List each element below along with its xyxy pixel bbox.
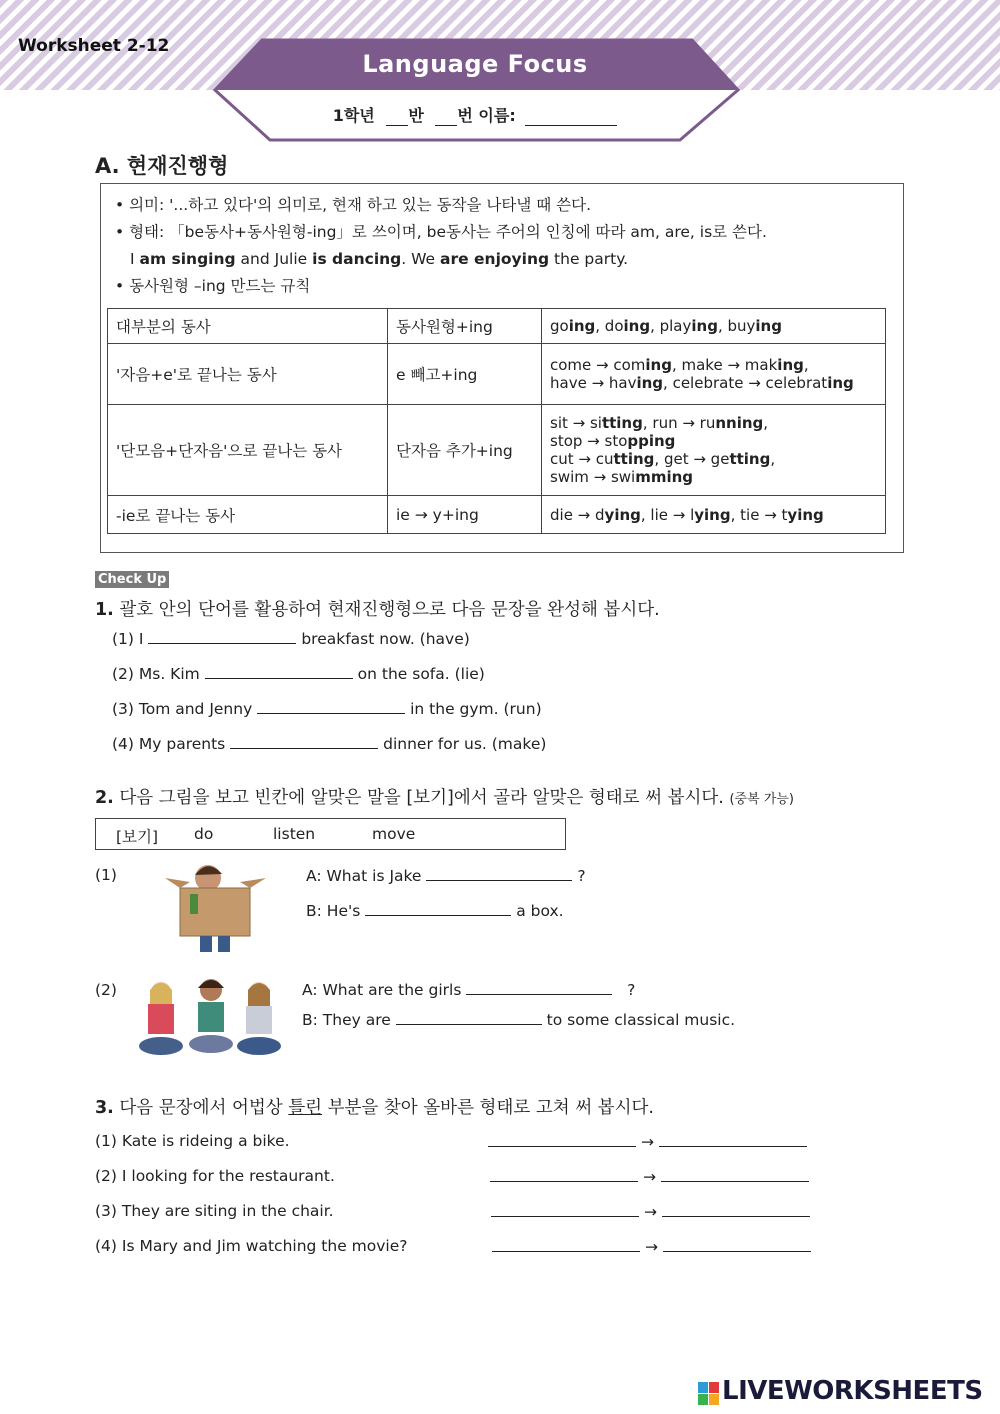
q2-1-line-a: A: What is Jake ? <box>306 867 586 885</box>
table-row <box>108 344 886 405</box>
table-cell: ie → y+ing <box>388 496 542 534</box>
q3-item-3: (3) They are siting in the chair. <box>95 1202 334 1220</box>
table-cell: '자음+e'로 끝나는 동사 <box>108 344 388 405</box>
q3-answer-row-2: → <box>490 1167 809 1186</box>
word-option: move <box>372 825 416 843</box>
table-cell: -ie로 끝나는 동사 <box>108 496 388 534</box>
q3-answer-row-4: → <box>492 1237 811 1256</box>
table-cell: 동사원형+ing <box>388 309 542 344</box>
bullet-meaning: • 의미: '...하고 있다'의 의미로, 현재 하고 있는 동작을 나타낼 때 쓴다. <box>115 196 592 214</box>
q2-picture-2-number: (2) <box>95 981 117 999</box>
table-cell: '단모음+단자음'으로 끝나는 동사 <box>108 405 388 496</box>
word-option: do <box>194 825 214 843</box>
ing-rules-table <box>107 308 886 534</box>
answer-blank[interactable] <box>466 980 612 995</box>
table-cell: 대부분의 동사 <box>108 309 388 344</box>
q2-picture-1-number: (1) <box>95 866 117 884</box>
correction-blank[interactable] <box>663 1237 811 1252</box>
question-2-heading: 2. 다음 그림을 보고 빈칸에 알맞은 말을 [보기]에서 골라 알맞은 형태로 써 봅시다. (중복 가능) <box>95 788 794 808</box>
example-sentence: I am singing and Julie is dancing. We are enjoying the party. <box>130 250 629 268</box>
q2-2-line-b: B: They are to some classical music. <box>302 1011 736 1029</box>
table-row <box>108 405 886 496</box>
table-cell: come → coming, make → making, have → having, celebrate → celebrating <box>542 344 886 405</box>
wrong-part-blank[interactable] <box>490 1167 638 1182</box>
word-option: listen <box>273 825 316 843</box>
section-a-heading: A. 현재진행형 <box>95 154 229 178</box>
answer-blank[interactable] <box>230 734 378 749</box>
wrong-part-blank[interactable] <box>488 1132 636 1147</box>
grade-label: 1학년 <box>332 106 375 125</box>
q3-item-2: (2) I looking for the restaurant. <box>95 1167 335 1185</box>
name-line <box>310 103 640 126</box>
wrong-part-blank[interactable] <box>491 1202 639 1217</box>
table-cell: e 빼고+ing <box>388 344 542 405</box>
class-blank[interactable] <box>386 109 408 126</box>
q3-item-1: (1) Kate is rideing a bike. <box>95 1132 290 1150</box>
question-1-heading: 1. 괄호 안의 단어를 활용하여 현재진행형으로 다음 문장을 완성해 봅시다. <box>95 600 660 620</box>
answer-blank[interactable] <box>426 866 572 881</box>
answer-blank[interactable] <box>148 629 296 644</box>
brand-name: LIVEWORKSHEETS <box>722 1376 983 1406</box>
check-up-label: Check Up <box>95 571 169 588</box>
word-box <box>95 818 566 850</box>
bullet-rules: • 동사원형 –ing 만드는 규칙 <box>115 277 311 295</box>
number-blank[interactable] <box>435 109 457 126</box>
number-label: 번 <box>457 106 473 125</box>
table-row <box>108 496 886 534</box>
table-cell: sit → sitting, run → running, stop → stopping cut → cutting, get → getting, swim → swimming <box>542 405 886 496</box>
page-title: Language Focus <box>362 50 588 78</box>
table-cell: die → dying, lie → lying, tie → tying <box>542 496 886 534</box>
answer-blank[interactable] <box>396 1010 542 1025</box>
question-3-heading: 3. 다음 문장에서 어법상 틀린 부분을 찾아 올바른 형태로 고쳐 써 봅시다. <box>95 1098 654 1118</box>
name-blank[interactable] <box>525 109 617 126</box>
worksheet-number: Worksheet 2-12 <box>18 36 170 56</box>
wrong-part-blank[interactable] <box>492 1237 640 1252</box>
word-box-label: [보기] <box>116 828 159 846</box>
correction-blank[interactable] <box>662 1202 810 1217</box>
q3-answer-row-3: → <box>491 1202 810 1221</box>
q3-answer-row-1: → <box>488 1132 807 1151</box>
table-cell: 단자음 추가+ing <box>388 405 542 496</box>
q1-item-1: (1) I breakfast now. (have) <box>112 630 470 648</box>
answer-blank[interactable] <box>365 901 511 916</box>
correction-blank[interactable] <box>661 1167 809 1182</box>
q2-2-line-a: A: What are the girls ? <box>302 981 636 999</box>
liveworksheets-logo-icon <box>698 1382 720 1406</box>
name-label: 이름: <box>478 106 516 125</box>
table-cell: going, doing, playing, buying <box>542 309 886 344</box>
q2-1-line-b: B: He's a box. <box>306 902 564 920</box>
correction-blank[interactable] <box>659 1132 807 1147</box>
q1-item-4: (4) My parents dinner for us. (make) <box>112 735 547 753</box>
q3-item-4: (4) Is Mary and Jim watching the movie? <box>95 1237 408 1255</box>
bullet-form: • 형태: 「be동사+동사원형-ing」로 쓰이며, be동사는 주어의 인칭에 따라 am, are, is로 쓴다. <box>115 223 767 241</box>
answer-blank[interactable] <box>257 699 405 714</box>
table-row <box>108 309 886 344</box>
q1-item-2: (2) Ms. Kim on the sofa. (lie) <box>112 665 485 683</box>
girls-listening-music-image <box>136 976 286 1062</box>
boy-moving-box-image <box>160 860 270 955</box>
q1-item-3: (3) Tom and Jenny in the gym. (run) <box>112 700 542 718</box>
answer-blank[interactable] <box>205 664 353 679</box>
class-label: 반 <box>408 106 424 125</box>
